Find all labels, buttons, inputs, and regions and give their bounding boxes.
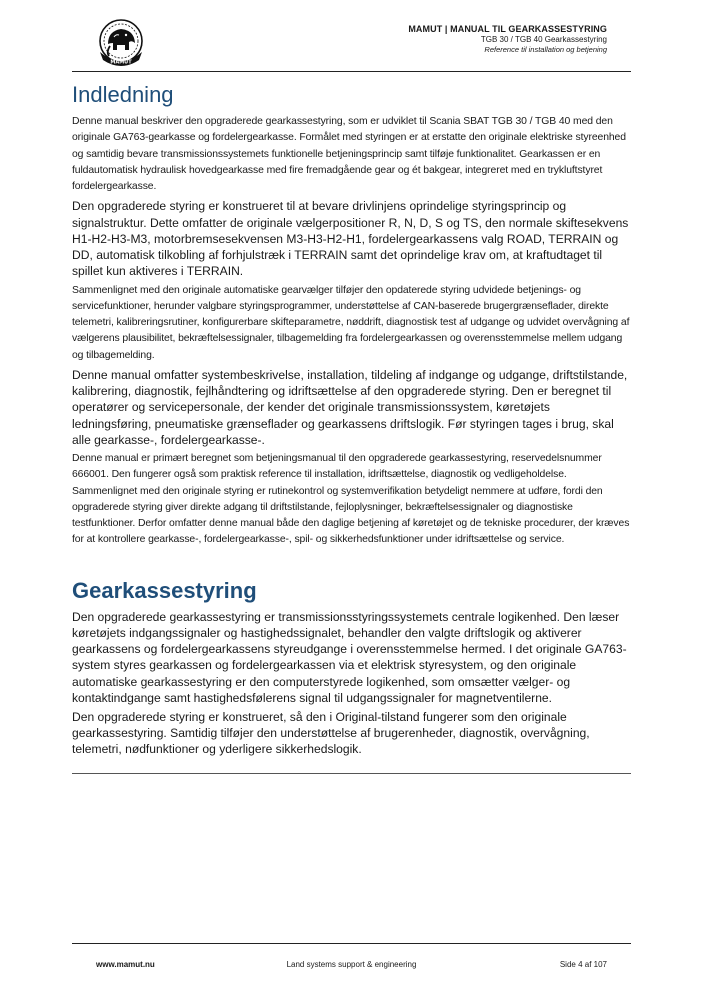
page-content xyxy=(72,80,631,774)
header-divider xyxy=(72,71,631,72)
page-footer xyxy=(72,960,631,974)
intro-paragraph: Denne manual beskriver den opgraderede gearkassestyring, som er udviklet til Scania SBAT TGB 30 / TGB 40 med den originale GA763-gearkasse og fordelergearkasse. Formålet med styringen er at erstatte den originale elektriske styreenhed og samtidig bevare transmissionssystemets funktionelle betjeningsprincip samt tilføje funktionalitet. Gearkassen er en fuldautomatisk hydraulisk hovedgearkasse med fire fremadgående gear og ét bakgear, integreret med en trykluftstyret fordelergearkasse. xyxy=(72,116,626,193)
section-heading-indledning: Indledning xyxy=(72,82,174,107)
section-heading-gearkassestyring: Gearkassestyring xyxy=(72,577,257,603)
svg-text:MAMUT: MAMUT xyxy=(110,59,132,66)
document-reference: Reference til installation og betjening xyxy=(484,45,607,55)
footer-website-link[interactable]: www.mamut.nu xyxy=(96,960,155,969)
header-text xyxy=(408,24,607,55)
intro-paragraph: Sammenlignet med den originale automatiske gearvælger tilføjer den opdaterede styring udvidede betjenings- og servicefunktioner, herunder valgbare styringsprogrammer, understøttelse af CAN-baserede brugergrænseflader, direkte telemetri, kalibreringsrutiner, konfigurerbare skifteparametre, nøddrift, diagnostisk test af udgange og udvidet overvågning af vælgerens plausibilitet, bekræftelsessignaler, tilbagemelding fra fordelergearkassen og overensstemmelse mellem udgang og tilbagemelding. xyxy=(72,284,630,361)
section-end-divider xyxy=(72,773,631,774)
gear-paragraph: Den opgraderede styring er konstrueret, så den i Original-tilstand fungerer som den originale gearkassestyring. Samtidig tilføjer den understøttelse af brugerenheder, diagnostik, overvågning, telemetri, nødfunktioner og yderligere sikkerhedslogik. xyxy=(72,710,590,757)
document-subtitle: TGB 30 / TGB 40 Gearkassestyring xyxy=(480,35,607,45)
document-title: MAMUT | MANUAL TIL GEARKASSESTYRING xyxy=(408,24,607,34)
intro-paragraph: Denne manual omfatter systembeskrivelse, installation, tildeling af indgange og udgange, driftstilstande, kalibrering, diagnostik, fejlhåndtering og idriftsættelse af den opgraderede styring. Den er beregnet til operatører og servicepersonale, der kender det originale transmissionssystem, køretøjets ledningsføring, pneumatiske grænseflader og gearkassens driftslogik. Før styringen tages i brug, skal alle gearkasse-, fordelergearkasse-. xyxy=(72,367,628,447)
page-header xyxy=(72,14,631,72)
intro-paragraph: Denne manual er primært beregnet som betjeningsmanual til den opgraderede gearkassestyring, reservedelsnummer 666001. Den fungerer også som praktisk reference til installation, idriftsættelse, diagnostik og vedligeholdelse. Sammenlignet med den originale styring er rutinekontrol og systemverifikation betydeligt nemmere at udføre, fordi den opgraderede styring giver direkte adgang til driftstilstande, fejloplysninger, bekræftelsessignaler og diagnostiske testfunktioner. Derfor omfatter denne manual både den daglige betjening af køretøjet og de tekniske procedurer, der kræves for at kontrollere gearkasse-, fordelergearkasse-, spil- og sikkerhedsfunktioner under idriftsættelse og service. xyxy=(72,453,630,546)
footer-divider xyxy=(72,943,631,944)
footer-tagline: Land systems support & engineering xyxy=(286,960,417,969)
footer-page-number: Side 4 af 107 xyxy=(559,960,607,969)
intro-paragraph: Den opgraderede styring er konstrueret til at bevare drivlinjens oprindelige styringsprincip og signalstruktur. Dette omfatter de originale vælgerpositioner R, N, D, S og TS, den normale skiftesekvens H1-H2-H3-M3, motorbremsesekvensen M3-H3-H2-H1, fordelergearkassens valg ROAD, TERRAIN og DD, automatisk tilkobling af forhjulstræk i TERRAIN samt det oprindelige krav om, at kraftudtaget til spillet kun aktiveres i TERRAIN. xyxy=(72,199,629,279)
gear-paragraph: Den opgraderede gearkassestyring er transmissionsstyringssystemets centrale logikenhed. Den læser køretøjets indgangssignaler og hastighedssignalet, behandler den valgte driftslogik og aktiverer gearkassens og fordelergearkassens styreudgange i overensstemmelse hermed. I det originale GA763-system styres gearkassen og fordelergearkassen via et elektrisk styresystem, og den originale automatiske gearkassestyring er den computerstyrede logikenhed, som omsætter vælger- og kontaktindgange samt hastighedsfølerens signal til udgangssignaler for magnetventilerne. xyxy=(72,609,627,705)
mamut-logo-icon xyxy=(94,16,148,70)
